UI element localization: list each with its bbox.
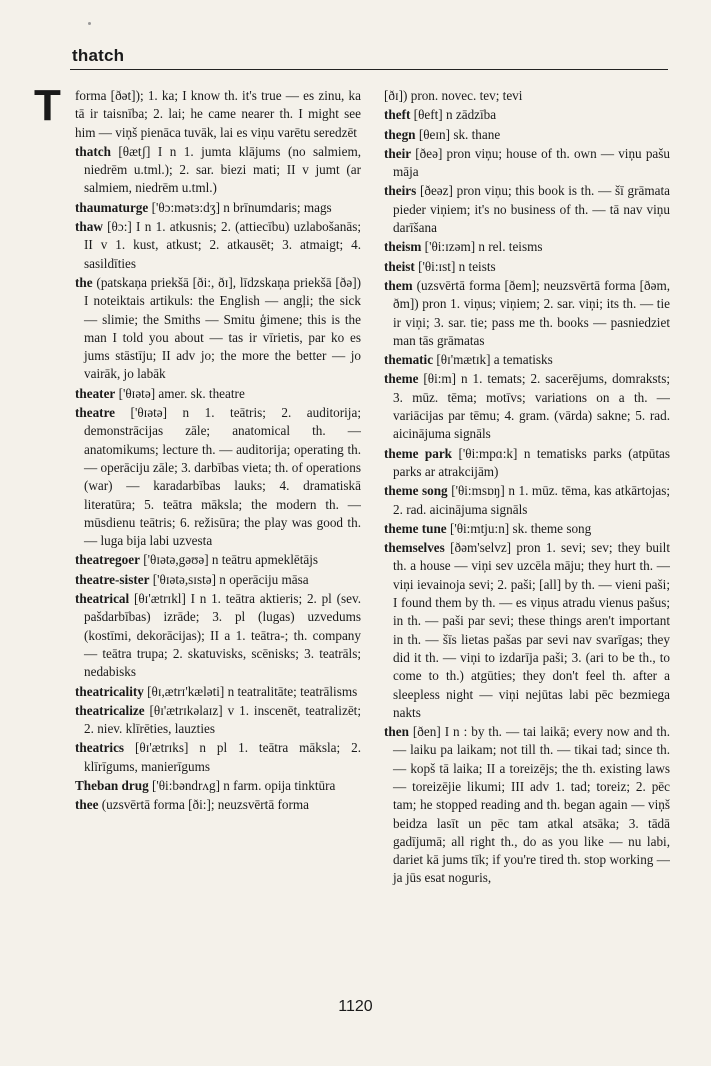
entry-definition: [ðeə] pron viņu; house of th. own — viņu pašu māja xyxy=(393,145,670,180)
entry-definition: [θɪ'ætrɪkl] I n 1. teātra aktieris; 2. pl (sev. pašdarbības) izrāde; 3. pl (lugas) uzvedums (kostīmi, dekorācijas); II a 1. teātra-; th. company — teātra trupa; 2. skatuvisks, scēnisks; 3. teatrāls; nedabisks xyxy=(84,591,361,680)
entry-definition: ['θɔ:mətɜ:dʒ] n brīnumdaris; mags xyxy=(151,199,332,215)
entry-definition: ['θɪətə] amer. sk. theatre xyxy=(118,385,245,401)
running-head: thatch xyxy=(72,46,125,65)
entry-definition: (uzsvērtā forma [ðem]; neuzsvērtā forma [ðəm, ðm]) pron 1. viņus; viņiem; 2. sar. viņi; its th. — tie ir viņi; 3. sar. tie; pass me th. books — pasniedziet man tās grāmatas xyxy=(393,277,670,348)
entry-headword: thee xyxy=(75,797,99,813)
dictionary-entry xyxy=(75,385,361,403)
page-number: 1120 xyxy=(338,998,373,1015)
entry-definition: [θeft] n zādzība xyxy=(413,107,497,123)
paper-speck xyxy=(88,22,91,25)
dictionary-entry xyxy=(384,520,670,538)
dictionary-entry xyxy=(75,218,361,273)
entry-headword: thegn xyxy=(384,126,416,142)
entry-definition: (uzsvērtā forma [ði:]; neuzsvērtā forma xyxy=(101,797,309,813)
entry-headword: them xyxy=(384,277,413,293)
dictionary-entry xyxy=(384,87,670,105)
entry-definition: [θɪ'ætrɪkəlaɪz] v 1. inscenēt, teatralizēt; 2. niev. klīrēties, lauzties xyxy=(84,702,361,737)
dictionary-entry xyxy=(384,445,670,482)
dictionary-entry xyxy=(75,739,361,776)
dictionary-entry xyxy=(75,87,361,142)
dictionary-entry xyxy=(75,571,361,589)
entry-headword: theater xyxy=(75,385,116,401)
entry-headword: theirs xyxy=(384,183,417,199)
entry-definition: ['θɪətə] n 1. teātris; 2. auditorija; demonstrācijas zāle; anatomical th. — anatomikums; lecture th. — auditorija; operating th. — operāciju zāle; 3. darbības vieta; th. of operations (war) — karadarbības lauks; 4. dramatiskā literatūra; 5. teātra māksla; the modern th. — mūsdienu teātris; 6. režisūra; the play was good th. — luga bija labi uzvesta xyxy=(84,405,361,549)
entry-definition: ['θɪətə,sɪstə] n operāciju māsa xyxy=(152,571,309,587)
entry-definition: forma [ðət]); 1. ka; I know th. it's true — es zinu, ka tā ir taisnība; 2. lai; he came nearer th. I might see him — viņš pienāca tuvāk, lai es viņu varētu seredzēt xyxy=(75,88,361,140)
entry-headword: thaw xyxy=(75,219,103,235)
dictionary-entry xyxy=(75,777,361,795)
dictionary-entry xyxy=(384,723,670,888)
dictionary-entry xyxy=(75,143,361,198)
dictionary-entry xyxy=(75,199,361,217)
entry-headword: theism xyxy=(384,239,422,255)
entry-definition: [ðɪ]) pron. novec. tev; tevi xyxy=(384,88,523,103)
entry-headword: thaumaturge xyxy=(75,199,149,215)
dictionary-entry xyxy=(384,238,670,256)
dictionary-entry xyxy=(75,702,361,739)
entry-headword: theme tune xyxy=(384,520,447,536)
entry-definition: [θɪ'ætrɪks] n pl 1. teātra māksla; 2. klīrīgums, manierīgums xyxy=(84,740,361,774)
dictionary-entry xyxy=(75,551,361,569)
entry-definition: [θɪ'mætɪk] a tematisks xyxy=(436,352,553,368)
entry-headword: the xyxy=(75,274,93,290)
entry-headword: theatregoer xyxy=(75,552,140,568)
dictionary-entry xyxy=(384,482,670,519)
entry-definition: [θi:m] n 1. temats; 2. sacerējums, domraksts; 3. mūz. tēma; motīvs; variations on a th. — variācijas par tēmu; 4. gram. (vārda) sakne; 5. rad. aicinājuma signāls xyxy=(393,371,670,442)
entry-headword: then xyxy=(384,724,409,740)
dictionary-entry xyxy=(384,370,670,443)
entry-definition: [θɔ:] I n 1. atkusnis; 2. (attiecību) uzlabošanās; II v 1. kust, atkust; 2. atkausēt; 3. atmaigt; 4. sasildīties xyxy=(84,219,361,271)
entry-definition: [θeɪn] sk. thane xyxy=(418,126,501,142)
entry-headword: themselves xyxy=(384,540,445,556)
entry-headword: thematic xyxy=(384,352,434,368)
dictionary-entry xyxy=(75,274,361,384)
entry-headword: theatre-sister xyxy=(75,571,150,587)
dictionary-entry xyxy=(384,145,670,182)
entry-definition: ['θi:bəndrʌg] n farm. opija tinktūra xyxy=(151,777,336,793)
entry-headword: theatricality xyxy=(75,683,144,699)
entry-headword: theatre xyxy=(75,405,116,421)
entry-headword: theme park xyxy=(384,445,453,461)
entry-headword: theft xyxy=(384,107,411,123)
dictionary-entry xyxy=(384,258,670,276)
dictionary-entry xyxy=(75,796,361,814)
entry-definition: [ðen] I n : by th. — tai laikā; every now and th. — laiku pa laikam; not till th. — tikai tad; since th. — kopš tā laika; II a toreizējs; the th. existing laws — toreizējie likumi; III adv 1. tad; toreiz; 2. pēc tam; he stopped reading and th. began again — viņš beidza lasīt un pēc tam atkal atsāka; 3. tādā gadījumā; all right th., do as you like — nu labi, dariet kā jums tīk; if you're tired th. stop working — ja jūs esat noguris, xyxy=(393,724,670,886)
entry-definition: [θætʃ] I n 1. jumta klājums (no salmiem, niedrēm u.tml.); 2. sar. biezi mati; II v jumt (ar salmiem, niedrēm u.tml.) xyxy=(84,143,361,196)
section-letter: T xyxy=(34,81,61,130)
dictionary-entry xyxy=(384,539,670,722)
dictionary-entry xyxy=(75,590,361,681)
entry-definition: ['θi:mtju:n] sk. theme song xyxy=(449,520,592,536)
entry-definition: ['θi:ɪzəm] n rel. teisms xyxy=(424,239,543,255)
dictionary-entry xyxy=(384,277,670,350)
entry-definition: [ðeəz] pron viņu; this book is th. — šī grāmata pieder viņiem; it's no business of th. — tā nav viņu darīšana xyxy=(393,183,670,236)
left-column xyxy=(75,87,361,1002)
entry-headword: theist xyxy=(384,258,415,274)
entry-headword: Theban drug xyxy=(75,777,149,793)
dictionary-entry xyxy=(75,683,361,701)
entry-definition: ['θɪətə,gəʊə] n teātru apmeklētājs xyxy=(143,552,319,568)
entry-headword: thatch xyxy=(75,143,111,159)
entry-definition: ['θi:msɒŋ] n 1. mūz. tēma, kas atkārtojas; 2. rad. aicinājuma signāls xyxy=(393,483,670,517)
entry-headword: theme xyxy=(384,371,419,387)
entry-definition: (patskaņa priekšā [ði:, ðɪ], līdzskaņa priekšā [ðə]) I noteiktais artikuls: the English — angļi; the sick — slimie; the Smiths — Smitu ģimene; this is the man I told you about — tas ir vīrietis, par ko es jums stāstīju; II adv jo; the more the better — jo vairāk, jo labāk xyxy=(84,274,361,382)
dictionary-entry xyxy=(75,404,361,550)
entry-headword: theatricalize xyxy=(75,702,145,718)
entry-headword: theatrics xyxy=(75,740,125,756)
dictionary-entry xyxy=(384,351,670,369)
entry-headword: theatrical xyxy=(75,591,130,607)
dictionary-entry xyxy=(384,106,670,124)
dictionary-entry xyxy=(384,182,670,237)
entry-headword: theme song xyxy=(384,483,448,499)
header-rule xyxy=(70,69,668,70)
entry-definition: ['θi:ɪst] n teists xyxy=(418,258,496,274)
entry-definition: [ðəm'selvz] pron 1. sevi; sev; they built th. a house — viņi sev uzcēla māju; they hurt th. — viņi ievainoja sevi; 2. paši; [all] by th. — vieni paši; I found them by th. — es viņus atradu vienus pašus; in th. — paši par sevi; these things aren't important in th. — šīs lietas pašas par sevi nav svarīgas; they did it th. — viņi to izdarīja paši; 3. (ari to be th., to come to th.) atgūties; they don't feel th. after a sleepless night — viņi nejūtas labi pēc bezmiega nakts xyxy=(393,540,670,720)
entry-definition: [θɪ,ætrɪ'kæləti] n teatralitāte; teatrālisms xyxy=(147,683,358,699)
entry-headword: their xyxy=(384,145,412,161)
dictionary-entry xyxy=(384,126,670,144)
right-column xyxy=(384,87,670,1002)
entry-definition: ['θi:mpɑ:k] n tematisks parks (atpūtas parks ar atrakcijām) xyxy=(393,445,670,479)
